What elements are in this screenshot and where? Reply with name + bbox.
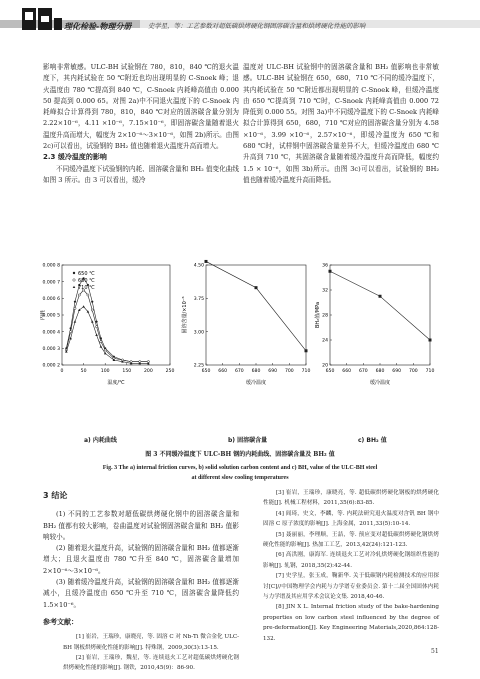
chart-a-data-point xyxy=(70,331,72,333)
legend-marker-650 xyxy=(73,272,75,274)
legend-item-680 xyxy=(73,278,95,284)
chart-a-data-point xyxy=(91,309,93,311)
chart-a-data-point xyxy=(91,320,94,322)
legend-item-710 xyxy=(73,285,95,291)
chart-a-ytick-label: 0.000 3 xyxy=(42,346,60,352)
reference-7: [7] 史学星，张玉成，鞠新华. 关于低碳钢内耗检测技术的应用探讨[C]//中国物理学会内耗与力学谱专业委员会. 第十二届全国固体内耗与力学谱及其应用学术会议论文集. 2018,40-46. xyxy=(263,573,439,601)
figure-caption-en-2: at different slow cooling temperatures xyxy=(191,475,289,481)
subcaption-c: c) BH₂ 值 xyxy=(358,437,387,444)
chart-b-xtick-label: 670 xyxy=(234,369,244,374)
chart-solid-carbon xyxy=(181,260,310,386)
chart-b-xtick-label: 700 xyxy=(284,369,294,374)
chart-internal-friction xyxy=(40,263,174,386)
legend-label-680: 680 ℃ xyxy=(78,278,95,284)
chart-c-xtick-label: 700 xyxy=(408,369,418,374)
chart-a-ytick-label: 0.000 7 xyxy=(42,280,60,286)
chart-c-xtick-label: 660 xyxy=(342,369,352,374)
chart-c-ytick-label: 32 xyxy=(322,288,328,294)
chart-a-ytick-label: 0.000 8 xyxy=(42,263,60,269)
chart-b-xtick-label: 690 xyxy=(268,369,278,374)
chart-a-xtick-label: 100 xyxy=(100,369,110,374)
chart-a-ytick-label: 0.000 2 xyxy=(42,363,60,369)
figure-caption-en-1: Fig. 3 The a) internal friction curves, b) solid solution carbon content and c) BH₂ value of the ULC-BH steel xyxy=(102,465,378,471)
reference-8: [8] JIN X L. Internal friction study of the bake-hardening properties on low carbon steel influenced by the degree of pre-deformation[J]. Key Engineering Materials,2020,864:128-132. xyxy=(263,604,439,642)
legend-label-710: 710 ℃ xyxy=(78,285,95,291)
chart-b-data-point xyxy=(205,260,208,263)
chart-a-data-point xyxy=(95,321,97,323)
chart-c-xtick-label: 680 xyxy=(375,369,385,374)
journal-logo-icon xyxy=(20,4,64,40)
chart-b-ytick-label: 2.25 xyxy=(193,363,204,369)
chart-c-ytick-label: 28 xyxy=(322,313,328,319)
chart-c-xlabel: 缓冷温度 xyxy=(369,380,391,386)
chart-b-series xyxy=(205,260,308,352)
chart-c-ylabel: BH₂值/MPa xyxy=(315,301,321,329)
chart-c-xtick-label: 690 xyxy=(392,369,402,374)
chart-c-ticks xyxy=(322,263,434,374)
chart-b-series-line xyxy=(206,261,306,350)
conclusion-heading: 3 结论 xyxy=(43,491,68,500)
chart-a-data-point xyxy=(69,337,72,339)
chart-b-frame xyxy=(206,265,306,365)
chart-a-data-point xyxy=(100,341,102,343)
chart-a-data-point xyxy=(91,301,93,303)
chart-c-xtick-label: 670 xyxy=(358,369,368,374)
subcaption-b: b) 固溶碳含量 xyxy=(228,437,268,444)
running-title: 史学星，等：工艺参数对超低碳烘烤硬化钢固溶碳含量和烘烤硬化性能的影响 xyxy=(148,22,366,30)
section-heading-2-3: 2.3 缓冷温度的影响 xyxy=(43,153,107,162)
chart-a-ytick-label: 0.000 5 xyxy=(42,313,60,319)
chart-a-data-point xyxy=(74,307,76,309)
chart-b-ticks xyxy=(194,263,311,374)
chart-b-ytick-label: 4.50 xyxy=(193,263,204,269)
left-column-bottom xyxy=(43,490,239,674)
legend-item-650 xyxy=(73,271,95,277)
chart-c-data-point xyxy=(329,270,332,273)
right-column-top xyxy=(243,62,439,186)
chart-c-data-point xyxy=(429,339,432,342)
chart-a-data-point xyxy=(74,301,76,303)
legend-label-650: 650 ℃ xyxy=(78,271,95,277)
chart-b-ylabel: 固溶含量/×10⁻⁶ xyxy=(182,296,188,334)
chart-a-ytick-label: 0.000 4 xyxy=(42,330,60,336)
chart-a-ytick-label: 0.000 6 xyxy=(42,296,60,302)
chart-a-data-point xyxy=(100,345,103,347)
subcaption-a: a) 内耗曲线 xyxy=(84,437,117,444)
chart-a-data-point xyxy=(82,305,85,307)
chart-b-ytick-label: 3.00 xyxy=(193,330,204,336)
reference-3: [3] 崔岩，王瑞珍，康晓亮，等. 超低碳烘烤硬化钢板的烘烤硬化性能[J]. 机械工程材料，2011,35(6):83-85. xyxy=(263,490,439,507)
chart-a-data-point xyxy=(87,294,89,296)
chart-a-data-point xyxy=(104,349,106,351)
chart-b-xtick-label: 710 xyxy=(301,369,311,374)
figure-3-charts xyxy=(40,257,440,437)
chart-a-data-point xyxy=(95,326,97,328)
chart-a-data-point xyxy=(95,334,98,336)
chart-c-series-line xyxy=(330,271,430,340)
conclusion-point-3: (3) 随着缓冷温度升高，试验钢的固溶碳含量和 BH₂ 值都逐渐减小，且缓冷温度由 650 ℃升至 710 ℃，固溶碳含量降低约 1.5×10⁻⁶。 xyxy=(43,578,239,609)
journal-name: 理化检验-物理分册 xyxy=(64,22,132,31)
chart-a-xtick-label: 50 xyxy=(80,369,87,374)
chart-a-xlabel: 温度/℃ xyxy=(107,380,125,386)
chart-c-ytick-label: 20 xyxy=(322,363,328,369)
left-column-top xyxy=(43,62,239,186)
reference-2: [2] 崔岩，王瑞珍，魏星，等. 连续退火工艺对超低碳烘烤硬化钢烘烤硬化性能的影响[J]. 钢铁，2010,45(9)：86-90. xyxy=(63,655,239,672)
conclusion-point-1: (1) 不同的工艺参数对超低碳烘烤硬化钢中的固溶碳含量和 BH₂ 值都有较大影响，卷曲温度对试验钢固溶碳含量和 BH₂ 值影响较小。 xyxy=(43,510,239,541)
reference-4: [4] 阎琦，史文，李麟，等. 内耗法研究退火温度对含钒 BH 钢中固溶 C 原子浓度的影响[J]. 上海金属，2011,33(5):10-14. xyxy=(263,510,439,528)
reference-6: [6] 高洪刚，康海军. 连续退火工艺对冷轧烘烤硬化钢组织性能的影响[J]. 轧钢，2018,35(2):42-44. xyxy=(263,552,439,569)
reference-1: [1] 崔岩，王瑞珍，康晓亮，等. 固溶 C 对 Nb-Ti 微合金化 ULC-BH 钢板烘烤硬化性能的影响[J]. 特殊钢，2009,30(3):13-15. xyxy=(63,634,239,651)
chart-b-xtick-label: 680 xyxy=(251,369,261,374)
reference-5: [5] 聂丽丽，李理顺，王喆，等. 预应变对超低碳烘烤硬化钢烘烤硬化性能的影响[J]. 热加工工艺，2013,42(24):121-123. xyxy=(263,531,439,549)
legend-marker-680 xyxy=(73,279,75,281)
chart-a-series-line xyxy=(66,307,148,364)
right-paragraph-1: 温度对 ULC-BH 试验钢中的固溶碳含量和 BH₂ 值影响也非常敏感。ULC-BH 试验钢在 650，680，710 ℃不同的缓冷温度下，其内耗试验在 50 ℃附近都出现明显的 C-Snoek 峰，但缓冷温度由 650 ℃提高到 710 ℃时，C-Snoek 内耗峰高值由 0.000 72 降低到 0.000 55。对图 3a)中不同缓冷温度下的 C-Snoek 内耗峰拟合计算得到 650，680，710 ℃对应的固溶碳含量分别为 4.58 ×10⁻⁶，3.99 ×10⁻⁶，2.57×10⁻⁶，即缓冷温度为 650 ℃和 680 ℃时，试样钢中固溶碳含量差异不大，但缓冷温度由 680 ℃升高到 710 ℃，其固溶碳含量随着缓冷温度升高而降低，幅度约 1.5 × 10⁻⁶，如图 3b)所示。由图 3c)可以看出，试验钢的 BH₂ 值也随着缓冷温度升高而降低。 xyxy=(243,63,439,184)
page-header xyxy=(0,0,480,40)
chart-c-data-point xyxy=(379,295,382,298)
chart-bh2 xyxy=(314,263,434,386)
chart-c-xtick-label: 650 xyxy=(325,369,335,374)
chart-a-legend xyxy=(73,271,95,291)
references-heading: 参考文献： xyxy=(43,617,78,626)
chart-c-ytick-label: 24 xyxy=(322,338,328,344)
chart-b-data-point xyxy=(255,286,258,289)
figure-caption-cn: 图 3 不同缓冷温度下 ULC-BH 钢的内耗曲线、固溶碳含量及 BH₂ 值 xyxy=(145,451,335,458)
chart-a-data-point xyxy=(74,320,77,322)
left-paragraph-1: 影响非常敏感。ULC-BH 试验钢在 780，810，840 ℃的退火温度下，其内耗试验在 50 ℃附近也均出现明显的 C-Snoek 峰；退火温度由 780 ℃提高到 840 ℃，C-Snoek 内耗峰高值由 0.000 50 提高到 0.000 65。对图 2a)中不同退火温度下的 C-Snoek 内耗峰拟合计算得到 780，810，840 ℃对应的固溶碳含量分别为 2.22×10⁻⁶，4.11 ×10⁻⁶，7.15×10⁻⁶，即固溶碳含量随着退火温度升高而增大，幅度为 2×10⁻⁶～3×10⁻⁶，如图 2b)所示。由图 2c)可以看出，试验钢的 BH₂ 值也随着退火温度升高而增大。 xyxy=(43,63,239,151)
left-paragraph-2: 不同缓冷温度下试验钢的内耗、固溶碳含量和 BH₂ 值变化曲线如图 3 所示。由 3 可以看出，缓冷 xyxy=(43,164,239,184)
legend-marker-710 xyxy=(73,286,76,288)
chart-a-data-point xyxy=(78,294,80,296)
chart-a-xtick-label: 200 xyxy=(144,369,153,374)
chart-b-ytick-label: 3.75 xyxy=(193,296,204,302)
chart-b-xlabel: 缓冷温度 xyxy=(245,380,267,386)
chart-c-xtick-label: 710 xyxy=(425,369,435,374)
chart-c-series xyxy=(329,270,432,342)
chart-b-data-point xyxy=(305,349,308,352)
conclusion-point-2: (2) 随着退火温度升高，试验钢的固溶碳含量和 BH₂ 值都逐渐增大；且退火温度由 780 ℃升至 840 ℃，固溶碳含量增加 2×10⁻⁶～3×10⁻⁶。 xyxy=(43,544,239,575)
chart-a-series-line xyxy=(66,290,148,362)
chart-b-xtick-label: 650 xyxy=(201,369,211,374)
page-number: 51 xyxy=(431,648,439,655)
right-column-bottom xyxy=(243,488,439,644)
chart-a-ylabel: 内耗 xyxy=(40,309,46,321)
chart-a-xtick-label: 150 xyxy=(122,369,132,374)
chart-c-ytick-label: 36 xyxy=(322,263,328,269)
figure-3 xyxy=(40,257,440,457)
chart-b-xtick-label: 660 xyxy=(218,369,228,374)
chart-a-xtick-label: 250 xyxy=(165,369,175,374)
chart-c-frame xyxy=(330,265,430,365)
chart-a-xtick-label: 0 xyxy=(60,369,64,374)
